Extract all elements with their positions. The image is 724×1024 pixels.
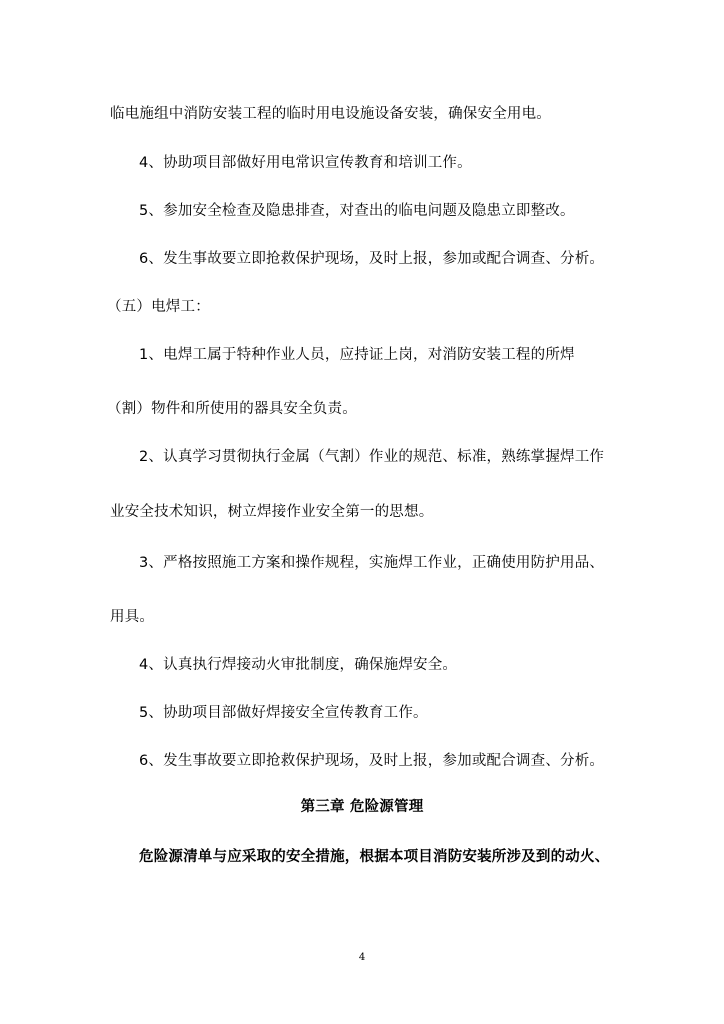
paragraph-line: 临电施组中消防安装工程的临时用电设施设备安装，确保安全用电。 bbox=[110, 106, 551, 122]
paragraph-line: 4、协助项目部做好用电常识宣传教育和培训工作。 bbox=[139, 155, 472, 171]
paragraph-line: 4、认真执行焊接动火审批制度，确保施焊安全。 bbox=[139, 657, 458, 673]
paragraph-line: 2、认真学习贯彻执行金属（气割）作业的规范、标准，熟练掌握焊工作 bbox=[139, 449, 605, 465]
paragraph-line: 5、协助项目部做好焊接安全宣传教育工作。 bbox=[139, 705, 428, 721]
paragraph-line: 5、参加安全检查及隐患排查，对查出的临电问题及隐患立即整改。 bbox=[139, 203, 575, 219]
paragraph-line: 3、严格按照施工方案和操作规程，实施焊工作业，正确使用防护用品、 bbox=[139, 555, 605, 571]
bold-paragraph-line: 危险源清单与应采取的安全措施，根据本项目消防安装所涉及到的动火、 bbox=[139, 849, 610, 865]
section-title: （五）电焊工： bbox=[107, 299, 210, 315]
paragraph-line: 1、电焊工属于特种作业人员，应持证上岗，对消防安装工程的所焊 bbox=[139, 347, 575, 363]
page-number: 4 bbox=[358, 952, 366, 963]
chapter-heading: 第三章 危险源管理 bbox=[300, 799, 424, 815]
paragraph-line: 6、发生事故要立即抢救保护现场，及时上报，参加或配合调查、分析。 bbox=[139, 251, 605, 267]
paragraph-line: 6、发生事故要立即抢救保护现场，及时上报，参加或配合调查、分析。 bbox=[139, 753, 605, 769]
paragraph-line: （割）物件和所使用的器具安全负责。 bbox=[107, 401, 357, 417]
paragraph-line: 业安全技术知识，树立焊接作业安全第一的思想。 bbox=[110, 504, 434, 520]
paragraph-line: 用具。 bbox=[110, 609, 155, 625]
